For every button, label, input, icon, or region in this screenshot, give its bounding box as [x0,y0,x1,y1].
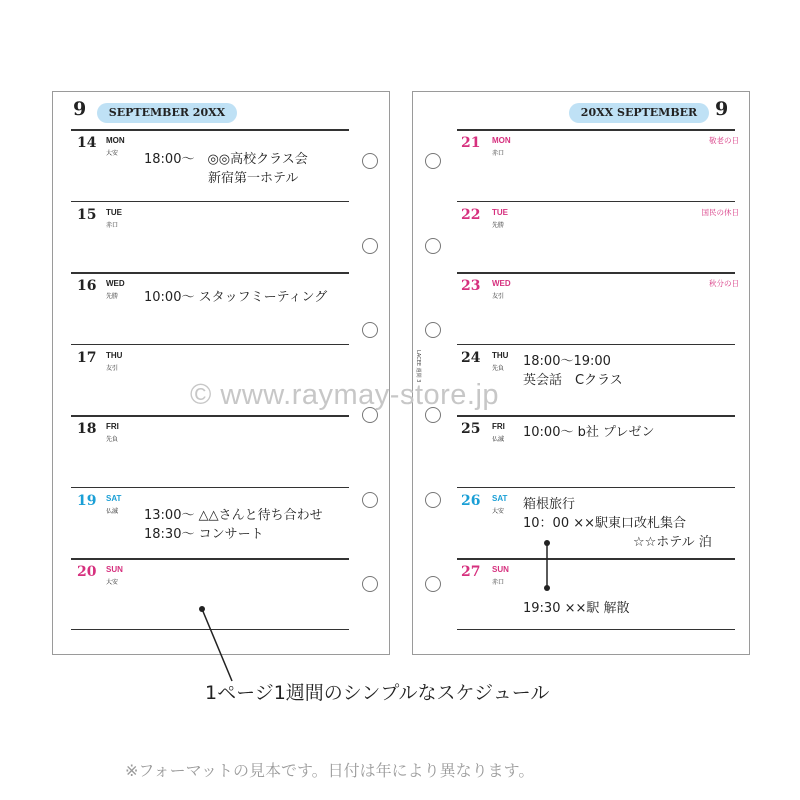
spine-text: LACEE 週間 3 [415,350,421,383]
binder-hole [425,153,441,169]
binder-hole [425,238,441,254]
day-row[interactable] [413,203,751,274]
date-number: 26 [461,492,481,509]
date-number: 27 [461,564,481,580]
event-text: 19:30 ××駅 解散 [523,601,630,616]
weekday-label: THU [492,350,509,360]
rokuyo-label: 友引 [106,364,119,372]
weekday-label: FRI [106,422,119,431]
date-number: 17 [77,349,97,366]
day-row[interactable] [413,489,751,560]
event-text: 10：00 ××駅東口改札集合 [523,515,687,531]
rokuyo-label: 先勝 [492,221,505,229]
day-row[interactable] [53,560,391,631]
event-text: 18:00～19:00 [523,353,611,369]
rokuyo-label: 先負 [492,364,505,372]
binder-hole [425,322,441,338]
rokuyo-label: 仏滅 [492,436,505,443]
weekday-label: TUE [106,207,122,217]
rokuyo-label: 大安 [106,150,119,157]
date-number: 22 [461,206,481,223]
binder-hole [362,238,378,254]
date-number: 21 [461,135,481,151]
date-number: 16 [77,278,97,294]
day-divider [457,629,735,631]
event-text: ☆☆ホテル 泊 [633,534,712,550]
holiday-label: 国民の休日 [701,207,739,217]
event-text: 18:00～ ◎◎高校クラス会 [144,152,308,167]
binder-hole [362,153,378,169]
day-divider [71,629,349,631]
date-number: 25 [461,421,481,437]
day-row[interactable] [413,131,751,202]
date-number: 15 [77,206,97,223]
weekday-label: FRI [492,422,505,431]
day-row[interactable] [53,203,391,274]
date-number: 19 [77,492,97,509]
weekday-label: WED [106,279,125,288]
event-text: 10:00～ スタッフミーティング [144,290,328,305]
day-row[interactable] [53,131,391,202]
date-number: 18 [77,421,97,437]
date-number: 23 [461,278,481,294]
day-row[interactable] [413,417,751,488]
event-text: 箱根旅行 [523,496,576,512]
rokuyo-label: 先勝 [106,293,119,300]
date-number: 14 [77,135,97,151]
day-row[interactable] [53,274,391,345]
rokuyo-label: 大安 [492,507,505,515]
binder-hole [425,576,441,592]
binder-hole [362,322,378,338]
binder-hole [362,576,378,592]
weekday-label: MON [106,136,125,145]
weekday-label: WED [492,279,511,288]
left-page [52,91,390,655]
month-label: SEPTEMBER 20XX [97,103,237,123]
caption: 1ページ1週間のシンプルなスケジュール [205,682,550,704]
weekday-label: SAT [106,493,122,503]
event-text: 新宿第一ホテル [208,171,299,186]
event-text: 10:00～ b社 プレゼン [523,425,655,440]
weekday-label: TUE [492,207,508,217]
weekday-label: SUN [492,565,509,574]
date-number: 20 [77,564,97,580]
rokuyo-label: 赤口 [106,221,119,229]
weekday-label: MON [492,136,511,145]
day-row[interactable] [53,489,391,560]
event-text: 英会話 Cクラス [523,372,623,388]
right-page [412,91,750,655]
rokuyo-label: 先負 [106,436,119,443]
month-number: 9 [73,98,87,120]
day-row[interactable] [53,417,391,488]
rokuyo-label: 大安 [106,579,119,586]
rokuyo-label: 赤口 [492,150,505,157]
day-row[interactable] [413,560,751,631]
binder-hole [425,492,441,508]
event-text: 13:00～ △△さんと待ち合わせ [144,507,323,523]
day-row[interactable] [413,274,751,345]
watermark: © www.raymay-store.jp [190,379,500,411]
holiday-label: 秋分の日 [709,279,739,288]
event-text: 18:30～ コンサート [144,526,264,542]
weekday-label: SUN [106,565,123,574]
holiday-label: 敬老の日 [709,136,739,145]
footnote: ※フォーマットの見本です。日付は年により異なります。 [125,761,535,780]
weekday-label: SAT [492,493,508,503]
weekday-label: THU [106,350,123,360]
rokuyo-label: 仏滅 [106,507,119,515]
month-label: 20XX SEPTEMBER [569,103,709,123]
month-number: 9 [715,98,729,120]
rokuyo-label: 友引 [492,293,505,300]
date-number: 24 [461,349,481,366]
binder-hole [362,492,378,508]
rokuyo-label: 赤口 [492,579,505,586]
